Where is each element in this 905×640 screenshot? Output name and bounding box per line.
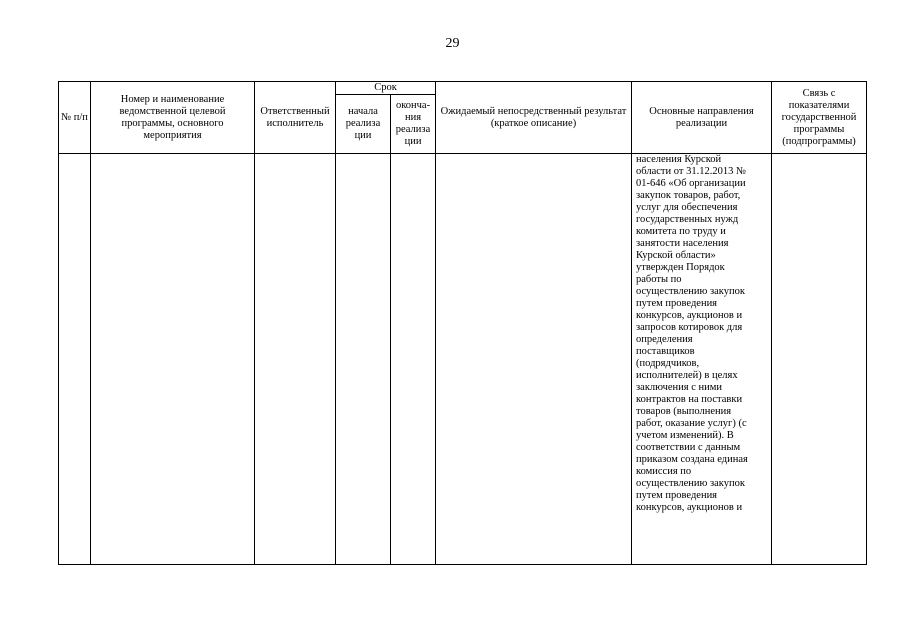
page-number: 29 — [445, 36, 460, 51]
directions-line: комитета по труду и — [636, 226, 726, 237]
directions-line: Курской области» — [636, 250, 716, 261]
directions-line: области от 31.12.2013 № — [636, 166, 746, 177]
directions-line: товаров (выполнения — [636, 406, 732, 417]
directions-line: путем проведения — [636, 298, 718, 309]
directions-line: утвержден Порядок — [636, 262, 725, 273]
directions-line: соответствии с данным — [636, 442, 741, 453]
header-term-end: оконча-ния реализа ции — [391, 95, 436, 154]
directions-line: определения — [636, 334, 693, 345]
directions-line: осуществлению закупок — [636, 478, 745, 489]
cell-num — [59, 154, 91, 565]
directions-line: государственных нужд — [636, 214, 739, 225]
directions-line: закупок товаров, работ, — [636, 190, 741, 201]
directions-line: населения Курской — [636, 154, 722, 165]
directions-line: комиссия по — [636, 466, 692, 477]
directions-line: приказом создана единая — [636, 454, 748, 465]
directions-text — [636, 154, 767, 514]
header-program: Номер и наименование ведомственной целевой программы, основного мероприятия — [91, 82, 255, 154]
directions-line: работ, оказание услуг) (с — [636, 418, 747, 429]
header-link: Связь с показателями государственной программы (подпрограммы) — [772, 82, 867, 154]
directions-line: работы по — [636, 274, 682, 285]
table-row — [59, 154, 867, 565]
cell-result — [436, 154, 632, 565]
cell-executor — [255, 154, 336, 565]
directions-line: конкурсов, аукционов и — [636, 310, 743, 321]
directions-line: 01-646 «Об организации — [636, 178, 746, 189]
cell-directions — [632, 154, 772, 565]
directions-line: поставщиков — [636, 346, 695, 357]
header-term: Срок — [336, 82, 436, 95]
header-executor: Ответственный исполнитель — [255, 82, 336, 154]
directions-line: осуществлению закупок — [636, 286, 745, 297]
directions-line: занятости населения — [636, 238, 729, 249]
header-result: Ожидаемый непосредственный результат (краткое описание) — [436, 82, 632, 154]
header-term-start: начала реализа ции — [336, 95, 391, 154]
cell-term-start — [336, 154, 391, 565]
directions-line: учетом изменений). В — [636, 430, 734, 441]
header-directions: Основные направления реализации — [632, 82, 772, 154]
directions-line: заключения с ними — [636, 382, 723, 393]
directions-line: путем проведения — [636, 490, 718, 501]
directions-line: запросов котировок для — [636, 322, 743, 333]
directions-line: конкурсов, аукционов и — [636, 502, 743, 513]
program-table — [58, 81, 867, 565]
header-num: № п/п — [59, 82, 91, 154]
directions-line: контрактов на поставки — [636, 394, 743, 405]
cell-program — [91, 154, 255, 565]
cell-term-end — [391, 154, 436, 565]
cell-link — [772, 154, 867, 565]
directions-line: услуг для обеспечения — [636, 202, 738, 213]
directions-line: (подрядчиков, — [636, 358, 700, 369]
directions-line: исполнителей) в целях — [636, 370, 738, 381]
